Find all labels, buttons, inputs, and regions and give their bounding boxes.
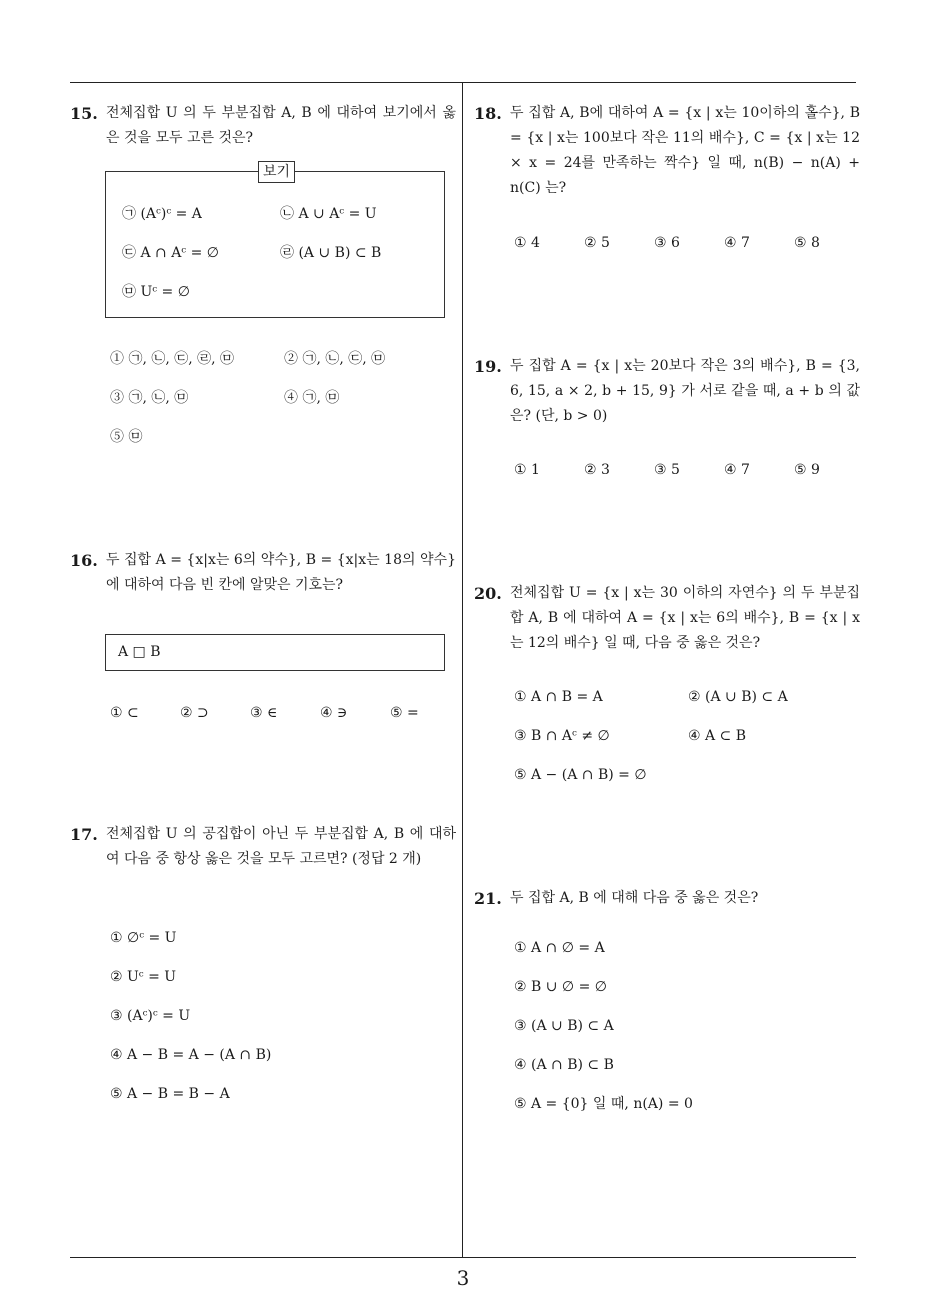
question-text: 전체집합 U 의 두 부분집합 A, B 에 대하여 보기에서 옳은 것을 모두 고른 것은? — [106, 105, 456, 146]
question-text: 두 집합 A, B에 대하여 A = {x | x는 10이하의 홀수}, B = {x | x는 100보다 작은 11의 배수}, C = {x | x는 12 × x = 24를 만족하는 짝수} 일 때, n(B) − n(A) + n(C) 는? — [510, 105, 860, 196]
choice-1[interactable]: ① 4 — [514, 235, 540, 251]
question-text: 두 집합 A = {x | x는 20보다 작은 3의 배수}, B = {3, 6, 15, a × 2, b + 15, 9} 가 서로 같을 때, a + b 의 값은? (단, b > 0) — [510, 358, 860, 424]
bogi-title: 보기 — [258, 161, 295, 183]
choice-1[interactable]: ① A ∩ ∅ = A — [514, 940, 605, 956]
choice-3[interactable]: ③ 6 — [654, 235, 680, 251]
bogi-item: ㉢ A ∩ Aᶜ = ∅ — [122, 245, 219, 261]
bogi-item: ㉠ (Aᶜ)ᶜ = A — [122, 206, 202, 222]
question-number: 18. — [474, 104, 502, 123]
choice-5[interactable]: ⑤ 8 — [794, 235, 820, 251]
choice-1[interactable]: ① A ∩ B = A — [514, 689, 603, 705]
answer-box — [105, 634, 445, 671]
choice-4[interactable]: ④ 7 — [724, 462, 750, 478]
bogi-item: ㉡ A ∪ Aᶜ = U — [280, 206, 377, 222]
choice-1[interactable]: ① ㉠, ㉡, ㉢, ㉣, ㉤ — [110, 351, 235, 367]
choice-4[interactable]: ④ A ⊂ B — [688, 728, 747, 744]
choice-5[interactable]: ⑤ = — [390, 705, 419, 721]
question-text: 두 집합 A, B 에 대해 다음 중 옳은 것은? — [510, 890, 759, 906]
choice-1[interactable]: ① ⊂ — [110, 705, 139, 721]
choice-4[interactable]: ④ ㉠, ㉤ — [284, 390, 340, 406]
bogi-item: ㉣ (A ∪ B) ⊂ B — [280, 245, 382, 261]
answer-box-text: A □ B — [118, 644, 161, 660]
question-number: 16. — [70, 551, 98, 570]
choice-2[interactable]: ② 3 — [584, 462, 610, 478]
choice-1[interactable]: ① 1 — [514, 462, 540, 478]
choice-2[interactable]: ② 5 — [584, 235, 610, 251]
choice-3[interactable]: ③ (Aᶜ)ᶜ = U — [110, 1008, 191, 1024]
bogi-item: ㉤ Uᶜ = ∅ — [122, 284, 190, 300]
bottom-rule — [70, 1257, 856, 1258]
choice-5[interactable]: ⑤ A − B = B − A — [110, 1086, 230, 1102]
choice-3[interactable]: ③ B ∩ Aᶜ ≠ ∅ — [514, 728, 610, 744]
question-19 — [474, 354, 860, 478]
choice-2[interactable]: ② B ∪ ∅ = ∅ — [514, 979, 607, 995]
choice-4[interactable]: ④ ∋ — [320, 705, 348, 721]
question-20 — [474, 581, 860, 783]
choice-1[interactable]: ① ∅ᶜ = U — [110, 930, 177, 946]
question-number: 19. — [474, 357, 502, 376]
choice-2[interactable]: ② ⊃ — [180, 705, 209, 721]
question-18 — [474, 101, 860, 251]
choice-2[interactable]: ② (A ∪ B) ⊂ A — [688, 689, 788, 705]
choice-4[interactable]: ④ A − B = A − (A ∩ B) — [110, 1047, 272, 1063]
choice-4[interactable]: ④ 7 — [724, 235, 750, 251]
choice-5[interactable]: ⑤ A = {0} 일 때, n(A) = 0 — [514, 1096, 693, 1112]
question-number: 15. — [70, 104, 98, 123]
choice-5[interactable]: ⑤ A − (A ∩ B) = ∅ — [514, 767, 647, 783]
bogi-box — [105, 164, 445, 318]
choice-3[interactable]: ③ 5 — [654, 462, 680, 478]
choice-2[interactable]: ② ㉠, ㉡, ㉢, ㉤ — [284, 351, 386, 367]
question-16 — [70, 548, 456, 721]
question-15 — [70, 101, 456, 445]
top-rule — [70, 82, 856, 83]
question-21 — [474, 886, 860, 1112]
choice-5[interactable]: ⑤ 9 — [794, 462, 820, 478]
choice-2[interactable]: ② Uᶜ = U — [110, 969, 177, 985]
question-text: 두 집합 A = {x|x는 6의 약수}, B = {x|x는 18의 약수} 에 대하여 다음 빈 칸에 알맞은 기호는? — [106, 552, 456, 593]
question-text: 전체집합 U 의 공집합이 아닌 두 부분집합 A, B 에 대하여 다음 중 항상 옳은 것을 모두 고르면? (정답 2 개) — [106, 826, 456, 867]
choice-3[interactable]: ③ (A ∪ B) ⊂ A — [514, 1018, 614, 1034]
question-text: 전체집합 U = {x | x는 30 이하의 자연수} 의 두 부분집합 A, B 에 대하여 A = {x | x는 6의 배수}, B = {x | x는 12의 배수} 일 때, 다음 중 옳은 것은? — [510, 585, 860, 651]
question-number: 21. — [474, 889, 502, 908]
question-number: 20. — [474, 584, 502, 603]
question-number: 17. — [70, 825, 98, 844]
question-17 — [70, 822, 456, 1102]
choice-3[interactable]: ③ ∈ — [250, 705, 278, 721]
choice-5[interactable]: ⑤ ㉤ — [110, 429, 143, 445]
choice-4[interactable]: ④ (A ∩ B) ⊂ B — [514, 1057, 614, 1073]
choice-3[interactable]: ③ ㉠, ㉡, ㉤ — [110, 390, 189, 406]
page-number: 3 — [456, 1266, 470, 1290]
column-divider — [462, 83, 463, 1258]
